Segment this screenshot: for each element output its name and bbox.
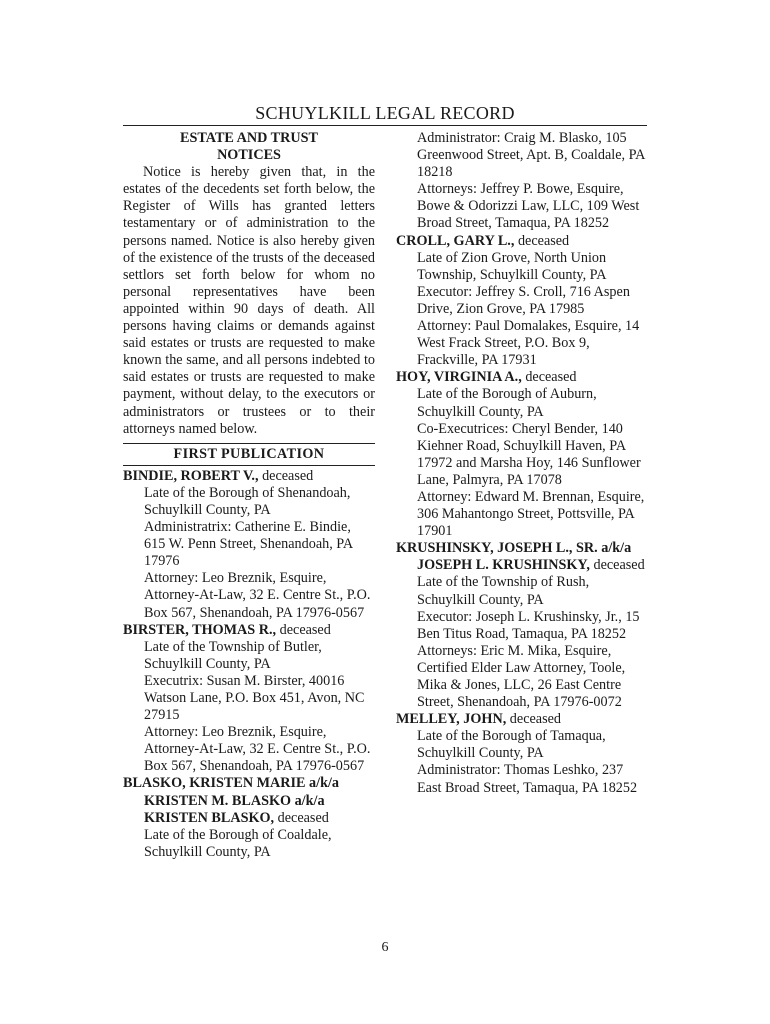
- header-rule: [123, 125, 647, 126]
- decedent-status: deceased: [277, 809, 329, 826]
- decedent-status: deceased: [525, 369, 577, 386]
- decedent-status: deceased: [279, 621, 331, 638]
- entry-detail: Late of the Borough of Shenandoah, Schuylkill County, PA: [144, 484, 351, 518]
- decedent-name: BINDIE, ROBERT V.,: [123, 467, 259, 484]
- entry-detail: Attorney: Edward M. Brennan, Esquire, 306 Mahantongo Street, Pottsville, PA 17901: [417, 488, 645, 540]
- decedent-name: MELLEY, JOHN,: [396, 711, 507, 728]
- decedent-name: BIRSTER, THOMAS R.,: [123, 621, 277, 638]
- entry-detail: Late of the Township of Butler, Schuylkill County, PA: [144, 638, 322, 672]
- decedent-heading: [396, 369, 648, 386]
- entry-detail: Late of the Borough of Auburn, Schuylkill County, PA: [417, 386, 597, 420]
- entry-detail: Late of the Borough of Tamaqua, Schuylkill County, PA: [417, 728, 606, 762]
- entry-detail: Administrator: Craig M. Blasko, 105 Greenwood Street, Apt. B, Coaldale, PA 18218: [417, 130, 645, 181]
- decedent-name: CROLL, GARY L.,: [396, 232, 515, 249]
- section-title-line-2: NOTICES: [217, 147, 281, 164]
- entry-detail: Administrator: Thomas Leshko, 237 East Broad Street, Tamaqua, PA 18252: [417, 762, 638, 796]
- entry-detail: Late of Zion Grove, North Union Township, Schuylkill County, PA: [417, 249, 607, 283]
- page-header: SCHUYLKILL LEGAL RECORD: [255, 103, 515, 123]
- decedent-heading: [396, 540, 648, 574]
- entry-detail: Late of the Borough of Coaldale, Schuylkill County, PA: [144, 826, 332, 860]
- estate-entry: [396, 540, 648, 711]
- right-entries: [396, 233, 648, 797]
- right-column: [396, 130, 648, 797]
- entry-detail: Late of the Township of Rush, Schuylkill County, PA: [417, 574, 590, 608]
- entry-detail: Attorney: Paul Domalakes, Esquire, 14 West Frack Street, P.O. Box 9, Frackville, PA 17931: [417, 318, 640, 369]
- entry-detail: Attorneys: Jeffrey P. Bowe, Esquire, Bowe & Odorizzi Law, LLC, 109 West Broad Street, Tamaqua, PA 18252: [417, 181, 640, 232]
- continued-entry: [396, 130, 648, 233]
- page-number: 6: [381, 940, 389, 955]
- decedent-status: deceased: [262, 467, 314, 484]
- decedent-heading: [123, 775, 375, 826]
- decedent-heading: [396, 233, 648, 250]
- decedent-name: BLASKO, KRISTEN MARIE a/k/a KRISTEN M. BLASKO a/k/a KRISTEN BLASKO,: [123, 775, 340, 826]
- decedent-heading: [123, 622, 375, 639]
- estate-entry: [123, 775, 375, 860]
- decedent-status: deceased: [509, 711, 561, 728]
- decedent-heading: [396, 711, 648, 728]
- estate-entry: [396, 233, 648, 370]
- entry-detail: Attorney: Leo Breznik, Esquire, Attorney-At-Law, 32 E. Centre St., P.O. Box 567, Shenandoah, PA 17976-0567: [144, 570, 371, 621]
- left-column: [123, 130, 375, 861]
- left-entries: [123, 468, 375, 861]
- section-title-line-1: ESTATE AND TRUST: [180, 130, 318, 146]
- entry-detail: Attorneys: Eric M. Mika, Esquire, Certified Elder Law Attorney, Toole, Mika & Jones, LLC, 26 East Centre Street, Shenandoah, PA 17976-0072: [417, 642, 626, 711]
- notice-paragraph: Notice is hereby given that, in the estates of the decedents set forth below, the Register of Wills has granted letters testamentary or of administration to the persons named. Notice is also hereby given of the existence of the trusts of the deceased settlors set forth below for whom no personal representatives have been appointed within 90 days of death. All persons having claims or demands against said estates or trusts are requested to make known the same, and all persons indebted to said estates or trusts are requested to make payment, without delay, to the executors or administrators or trustees or to their attorneys named below.: [123, 164, 375, 437]
- entry-detail: Executor: Jeffrey S. Croll, 716 Aspen Drive, Zion Grove, PA 17985: [417, 283, 630, 317]
- estate-entry: [123, 468, 375, 622]
- decedent-status: deceased: [593, 557, 645, 574]
- entry-detail: Attorney: Leo Breznik, Esquire, Attorney-At-Law, 32 E. Centre St., P.O. Box 567, Shenandoah, PA 17976-0567: [144, 724, 371, 775]
- entry-detail: Co-Executrices: Cheryl Bender, 140 Kiehner Road, Schuylkill Haven, PA 17972 and Marsha Hoy, 146 Sunflower Lane, Palmyra, PA 17078: [417, 420, 641, 488]
- publication-rule-top: [123, 443, 375, 444]
- estate-entry: [123, 622, 375, 776]
- publication-rule-bottom: [123, 465, 375, 466]
- estate-entry: [396, 711, 648, 796]
- entry-detail: Administratrix: Catherine E. Bindie, 615 W. Penn Street, Shenandoah, PA 17976: [144, 519, 353, 570]
- entry-detail: Executrix: Susan M. Birster, 40016 Watson Lane, P.O. Box 451, Avon, NC 27915: [144, 672, 365, 724]
- estate-entry: [396, 369, 648, 540]
- entry-detail: Executor: Joseph L. Krushinsky, Jr., 15 Ben Titus Road, Tamaqua, PA 18252: [417, 608, 640, 642]
- publication-heading: FIRST PUBLICATION: [173, 445, 325, 462]
- decedent-name: KRUSHINSKY, JOSEPH L., SR. a/k/a JOSEPH L. KRUSHINSKY,: [396, 540, 632, 574]
- decedent-name: HOY, VIRGINIA A.,: [396, 369, 522, 386]
- decedent-status: deceased: [517, 232, 570, 249]
- decedent-heading: [123, 468, 375, 485]
